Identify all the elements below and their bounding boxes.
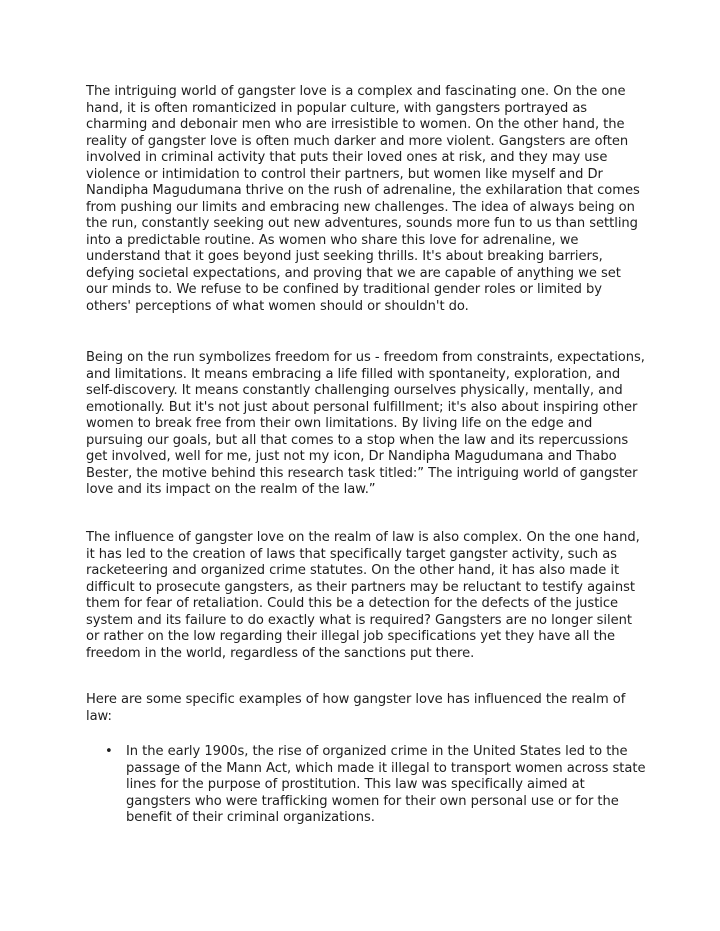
list-item — [86, 744, 646, 827]
paragraph-intro: The intriguing world of gangster love is a complex and fascinating one. On the one hand, it is often romanticized in popular culture, with gangsters portrayed as charming and debonair men who are irresistible to women. On the other hand, the reality of gangster love is often much darker and more violent. Gangsters are often involved in criminal activity that puts their loved ones at risk, and they may use violence or intimidation to control their partners, but women like myself and Dr Nandipha Magudumana thrive on the rush of adrenaline, the exhilaration that comes from pushing our limits and embracing new challenges. The idea of always being on the run, constantly seeking out new adventures, sounds more fun to us than settling into a predictable routine. As women who share this love for adrenaline, we understand that it goes beyond just seeking thrills. It's about breaking barriers, defying societal expectations, and proving that we are capable of anything we set our minds to. We refuse to be confined by traditional gender roles or limited by others' perceptions of what women should or shouldn't do. — [86, 84, 640, 314]
examples-list — [86, 744, 646, 827]
list-item-text: In the early 1900s, the rise of organized crime in the United States led to the passage of the Mann Act, which made it illegal to transport women across state lines for the purpose of prostitution. This law was specifically aimed at gangsters who were trafficking women for their own personal use or for the benefit of their criminal organizations. — [126, 744, 646, 825]
paragraph-examples-intro: Here are some specific examples of how gangster love has influenced the realm of law: — [86, 692, 626, 724]
bullet-marker: • — [105, 744, 113, 759]
paragraph-law-influence: The influence of gangster love on the realm of law is also complex. On the one hand, it has led to the creation of laws that specifically target gangster activity, such as racketeering and organized crime statutes. On the other hand, it has also made it difficult to prosecute gangsters, as their partners may be reluctant to testify against them for fear of retaliation. Could this be a detection for the defects of the justice system and its failure to do exactly what is required? Gangsters are no longer silent or rather on the low regarding their illegal job specifications yet they have all the freedom in the world, regardless of the sanctions put there. — [86, 530, 640, 661]
paragraph-freedom: Being on the run symbolizes freedom for us - freedom from constraints, expectations, and limitations. It means embracing a life filled with spontaneity, exploration, and self-discovery. It means constantly challenging ourselves physically, mentally, and emotionally. But it's not just about personal fulfillment; it's also about inspiring other women to break free from their own limitations. By living life on the edge and pursuing our goals, but all that comes to a stop when the law and its repercussions get involved, well for me, just not my icon, Dr Nandipha Magudumana and Thabo Bester, the motive behind this research task titled:” The intriguing world of gangster love and its impact on the realm of the law.” — [86, 350, 645, 497]
